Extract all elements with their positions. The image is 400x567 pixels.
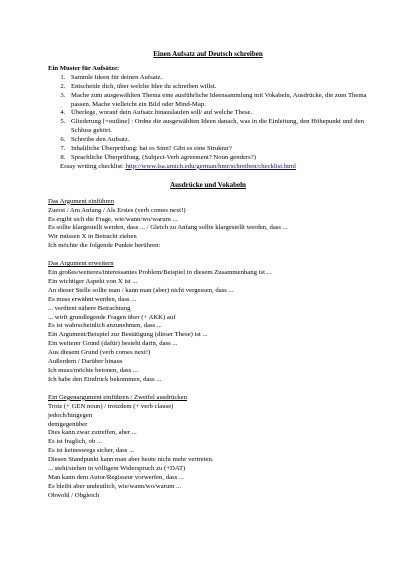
text-line: demgegenüber bbox=[48, 420, 88, 428]
text-line: jedoch/hingegen bbox=[48, 411, 93, 419]
section-title-gegenargument: Ein Gegenargument einführen / Zweifel ausdrücken bbox=[48, 393, 187, 401]
muster-heading: Ein Muster für Aufsätze: bbox=[48, 64, 120, 72]
text-line: Es ist wahrscheinlich anzunehmen, dass ... bbox=[48, 322, 162, 330]
text-line: Es muss erwähnt werden, dass ... bbox=[48, 295, 137, 303]
essay-label: Essay writing checklist: bbox=[60, 162, 126, 170]
list-item: 5. Gliederung [=outline] : Ordne die ausgewählten Ideen danach, was in die Einleitung, den Höhepunkt und den Schluss gehört. bbox=[67, 118, 368, 136]
essay-checklist bbox=[60, 163, 368, 172]
text-line: Ich muss/möchte betonen, dass ... bbox=[48, 367, 138, 374]
text-line: Man kann dem Autor/Regisseur vorwerfen, dass ... bbox=[48, 473, 184, 481]
text-line: Es ist fraglich, ob ... bbox=[48, 438, 102, 446]
text-line: Es sollte klargestellt werden, dass ... / Gleich zu Anfang sollte klargestellt werden, dass ... bbox=[48, 224, 288, 232]
document-title: Einen Aufsatz auf Deutsch schreiben bbox=[153, 50, 263, 58]
list-item: 4. Überlege, worauf dein Aufsatz hinauslaufen soll/ auf welche These. bbox=[67, 109, 368, 118]
checklist-link[interactable]: http://www.lsa.umich.edu/german/hmr/schreiben/checklist.html bbox=[125, 162, 296, 170]
text-line: Wir müssen X in Betracht ziehen bbox=[48, 233, 137, 241]
text-line: ... verdient nähere Betrachtung bbox=[48, 304, 131, 312]
text-line: Es ergibt sich die Frage, wie/wann/wo/warum ... bbox=[48, 215, 178, 223]
text-line: Zuerst / Am Anfang / Als Erstes (verb comes next!) bbox=[48, 206, 186, 214]
list-item: 3. Mache zum ausgewählten Thema eine ausführliche Ideensammlung mit Vokabeln, Ausdrücke, die zum Thema passen. Mache vielleicht ein Bild oder Mind-Map. bbox=[67, 92, 368, 110]
list-item: 1. Sammle Ideen für deinen Aufsatz. bbox=[67, 74, 368, 83]
text-line: Es bleibt aber undeutlich, wie/wann/wo/warum ... bbox=[48, 482, 182, 490]
text-line: Trotz (+ GEN noun) / trotzdem (+ verb clause) bbox=[48, 402, 174, 410]
document-page bbox=[48, 50, 368, 501]
text-line: Obwohl / Obgleich bbox=[48, 491, 100, 499]
steps-list bbox=[48, 74, 368, 163]
text-line: Diesen Standpunkt kann man aber heute nicht mehr vertreten. bbox=[48, 456, 214, 464]
text-line: ... wirft grundlegende Fragen über (+ AKK) auf bbox=[48, 313, 176, 321]
section-title-argument-einfuehren: Das Argument einführen bbox=[48, 197, 114, 205]
section-title-argument-erweitern: Das Argument erweitern bbox=[48, 260, 114, 268]
text-line: ... steht/stehen in völligem Widerspruch zu (+DAT) bbox=[48, 465, 186, 473]
text-line: Ein weiterer Grund (dafür) besteht darin, dass ... bbox=[48, 340, 178, 348]
text-line: Ein wichtiger Aspekt von X ist ... bbox=[48, 277, 138, 285]
text-line: Außerdem / Darüber hinaus bbox=[48, 358, 123, 366]
text-line: Ich habe den Eindruck bekommen, dass ... bbox=[48, 375, 162, 383]
text-line: Ich möchte die folgende Punkte berühren: bbox=[48, 242, 161, 250]
section-group-title: Ausdrücke und Vokabeln bbox=[170, 180, 246, 189]
list-item: 6. Schreibe den Aufsatz. bbox=[67, 136, 368, 145]
list-item: 7. Inhaltliche Überprüfung: hat es Sinn? Gibt es eine Struktur? bbox=[67, 145, 368, 154]
text-line: Ein Argument/Beispiel zur Bestätigung (dieser These) ist ... bbox=[48, 331, 208, 339]
text-line: Aus diesem Grund (verb comes next!) bbox=[48, 349, 151, 357]
text-line: Ein großes/weiteres/interessantes Problem/Beispiel in diesem Zusammenhang ist ... bbox=[48, 269, 272, 277]
text-line: Dies kann zwar zutreffen, aber ... bbox=[48, 429, 137, 437]
text-line: Es ist keineswegs sicher, dass ... bbox=[48, 447, 135, 455]
text-line: An dieser Stelle sollte man / kann man (aber) nicht vergessen, dass ... bbox=[48, 286, 234, 294]
list-item: 8. Sprachliche Überprüfung. (Subject-Verb agreement? Noun genders?) bbox=[67, 154, 368, 163]
list-item: 2. Entscheide dich, über welche Idee du schreiben willst. bbox=[67, 83, 368, 92]
